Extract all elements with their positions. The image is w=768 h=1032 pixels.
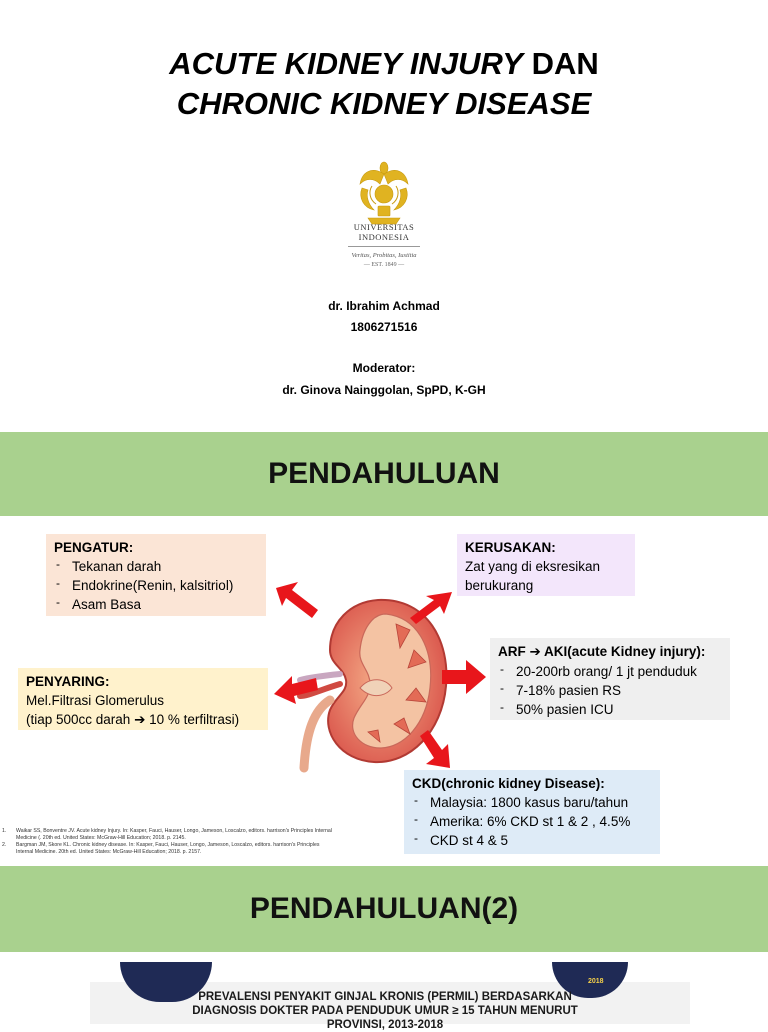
list-item: - 20-200rb orang/ 1 jt penduduk (498, 662, 722, 681)
arrow-to-ckd-icon (418, 728, 452, 768)
arf-heading: ARF ➔ AKI(acute Kidney injury): (498, 644, 706, 660)
logo-divider (348, 246, 420, 247)
penyaring-line2: (tiap 500cc darah ➔ 10 % terfiltrasi) (26, 712, 240, 728)
penyaring-line1: Mel.Filtrasi Glomerulus (26, 693, 165, 708)
prevalence-chart-title: PREVALENSI PENYAKIT GINJAL KRONIS (PERMIL) BERDASARKAN DIAGNOSIS DOKTER PADA PENDUDUK UMUR ≥ 15 TAHUN MENURUT PROVINSI, 2013-2018 (192, 991, 578, 1031)
arf-list (498, 662, 722, 719)
slide-title-banner (0, 866, 768, 952)
penyaring-box (18, 668, 268, 730)
moderator-name: dr. Ginova Nainggolan, SpPD, K-GH (282, 383, 486, 397)
presenter-name: dr. Ibrahim Achmad (328, 299, 440, 313)
arrow-to-kerusakan-icon (408, 586, 454, 626)
university-est: — EST. 1849 — (363, 262, 405, 268)
reference-item: 2. Bargman JM, Skore KL. Chronic kidney disease. In: Kasper, Fauci, Hauser, Longo, Jameson, Loscalzo, editors. harrison's Principles Internal Medicine. 20th ed. United States: McGraw-Hill Education; 2018. p. 2157. (2, 842, 320, 855)
right-arrow-icon: ➔ (529, 644, 541, 660)
slide-title: PENDAHULUAN(2) (249, 892, 519, 925)
kerusakan-text-line2: berukurang (465, 578, 534, 593)
reference-item: 1. Waikar SS, Bonventre JV. Acute kidney Injury. In: Kasper, Fauci, Hauser, Longo, Jameson, Loscalzo, editors. harrison's Principles Internal Medicine (. 20th ed. United States: McGraw-Hill Education; 2018. p. 2145. (2, 828, 332, 841)
university-motto: Veritas, Probitas, Iustitia (351, 252, 417, 259)
list-item: - Amerika: 6% CKD st 1 & 2 , 4.5% (412, 812, 652, 831)
moderator-label: Moderator: (352, 361, 416, 375)
slide-title (0, 44, 768, 124)
title-slide (0, 0, 768, 432)
slide-title-banner (0, 432, 768, 516)
arrow-to-pengatur-icon (274, 580, 320, 620)
arf-aki-box (490, 638, 730, 720)
penyaring-heading: PENYARING: (26, 674, 110, 689)
list-item-continuation: - CKD st 4 & 5 (412, 831, 652, 850)
list-item: - Endokrine(Renin, kalsitriol) (54, 576, 258, 595)
pengatur-heading: PENGATUR: (54, 540, 134, 555)
intro-slide-2 (0, 864, 768, 1031)
ckd-box (404, 770, 660, 854)
list-item: - Tekanan darah (54, 557, 258, 576)
university-logo (338, 156, 430, 274)
right-arrow-icon: ➔ (134, 712, 146, 728)
list-item: - Asam Basa (54, 595, 258, 614)
title-italic-part: ACUTE KIDNEY INJURY (169, 46, 523, 81)
pengatur-list (54, 557, 258, 614)
kerusakan-heading: KERUSAKAN: (465, 540, 556, 555)
slide-title: PENDAHULUAN (268, 457, 500, 490)
kerusakan-box (457, 534, 635, 596)
university-name: UNIVERSITAS INDONESIA (353, 222, 415, 242)
pengatur-box (46, 534, 266, 616)
title-line2: CHRONIC KIDNEY DISEASE (176, 86, 592, 121)
arrow-to-arf-icon (442, 660, 486, 694)
ckd-list (412, 793, 652, 850)
list-item: - 7-18% pasien RS (498, 681, 722, 700)
title-dan: DAN (522, 46, 599, 81)
kerusakan-text-line1: Zat yang di eksresikan (465, 559, 601, 574)
arrow-to-penyaring-icon (274, 672, 318, 708)
universitas-indonesia-crest-icon (354, 158, 414, 226)
ckd-heading: CKD(chronic kidney Disease): (412, 776, 605, 791)
list-item: - 50% pasien ICU (498, 700, 722, 719)
references (2, 828, 332, 856)
badge-year: 2018 (588, 978, 604, 985)
intro-slide (0, 432, 768, 864)
presenter-id: 1806271516 (350, 320, 418, 334)
list-item: - Malaysia: 1800 kasus baru/tahun (412, 793, 652, 812)
